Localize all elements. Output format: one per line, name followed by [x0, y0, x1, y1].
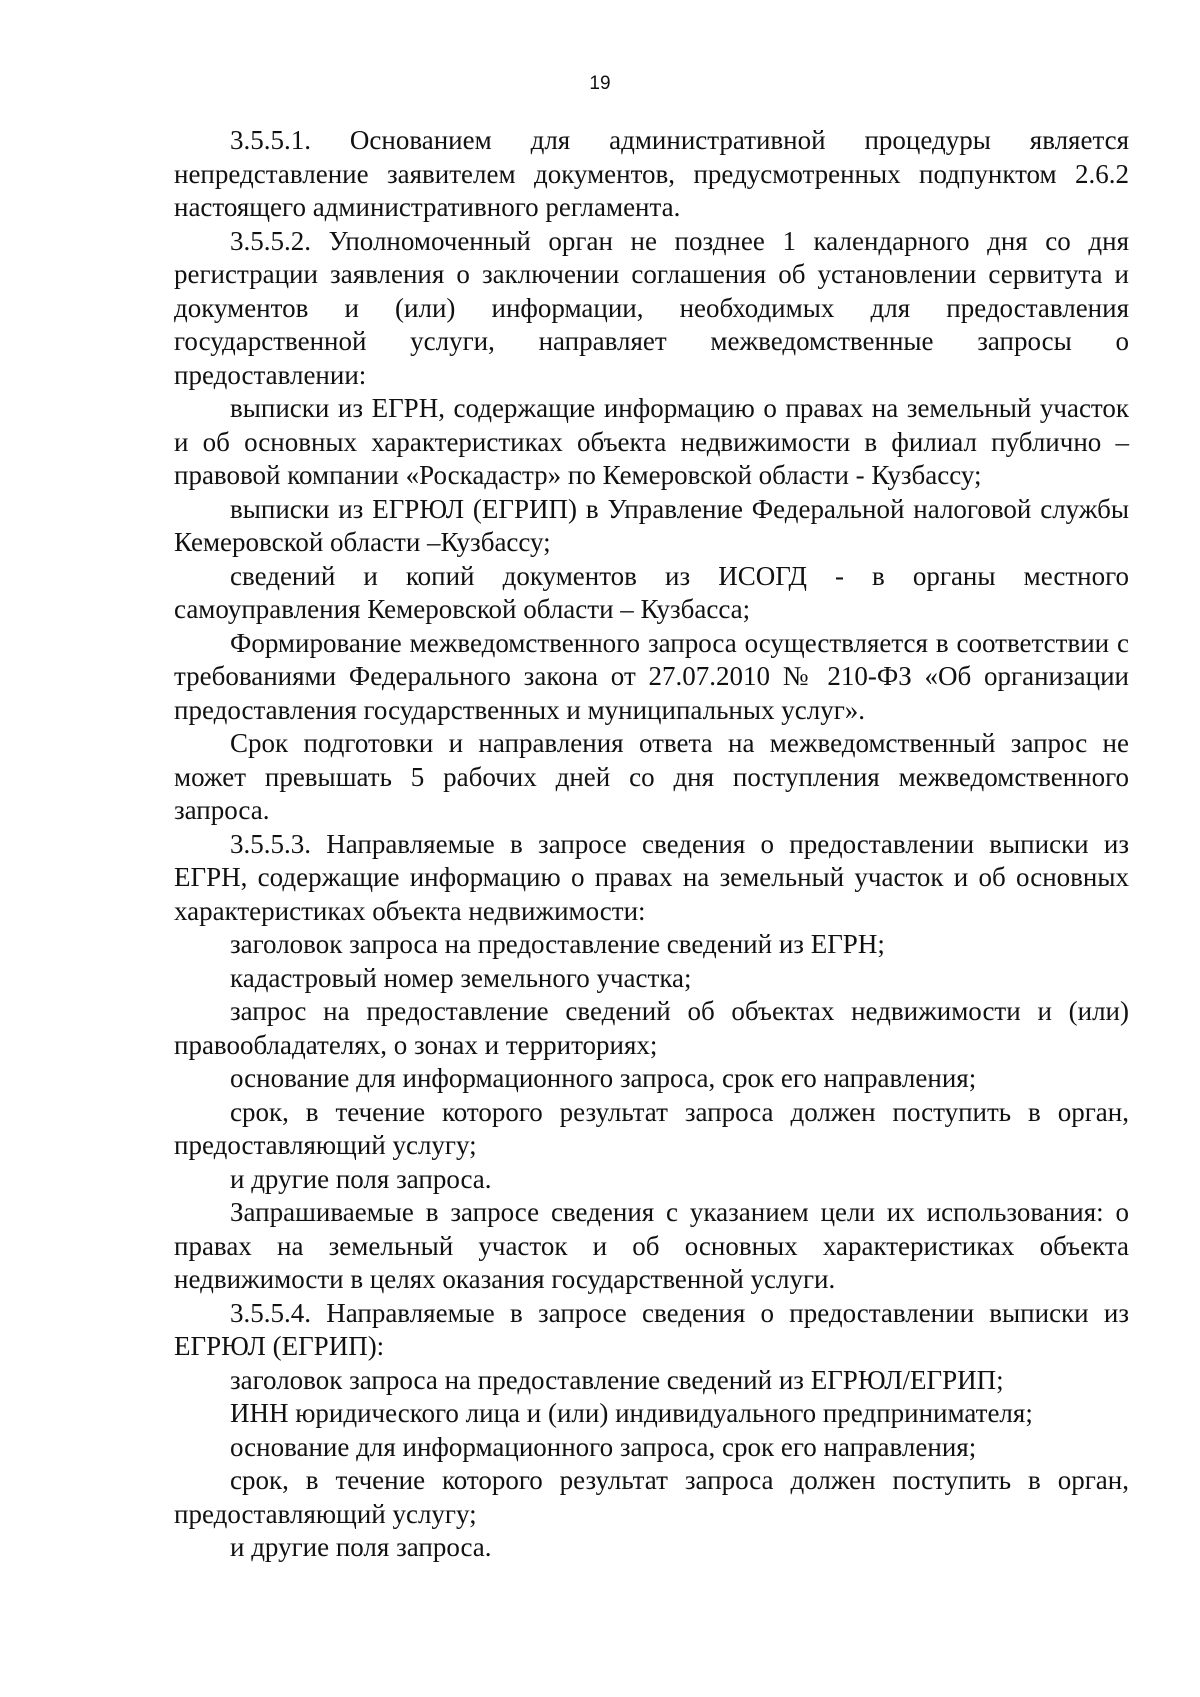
list-item-other-fields-2: и другие поля запроса.: [230, 1532, 492, 1562]
list-item-result-deadline: срок, в течение которого результат запроса должен поступить в орган, предоставляющий услугу;: [174, 1096, 1129, 1160]
list-item-egrul-request-header: заголовок запроса на предоставление сведений из ЕГРЮЛ/ЕГРИП;: [230, 1364, 1004, 1395]
paragraph-requested-info-purpose: Запрашиваемые в запросе сведения с указанием цели их использования: о правах на земельный участок и об основных характеристиках объекта недвижимости в целях оказания государственной услуги.: [174, 1197, 1129, 1294]
list-item-request-basis: основание для информационного запроса, срок его направления;: [230, 1063, 977, 1093]
list-item-result-deadline-2: срок, в течение которого результат запроса должен поступить в орган, предоставляющий услугу;: [174, 1465, 1129, 1529]
paragraph-3-5-5-3: 3.5.5.3. Направляемые в запросе сведения о предоставлении выписки из ЕГРН, содержащие информацию о правах на земельный участок и об основных характеристиках объекта недвижимости:: [174, 828, 1129, 926]
paragraph-request-formation: Формирование межведомственного запроса осуществляется в соответствии с требованиями Федерального закона от 27.07.2010 № 210-ФЗ «Об организации предоставления государственных и муниципальных услуг».: [174, 627, 1129, 725]
page-number: 19: [589, 73, 611, 94]
paragraph-3-5-5-2: 3.5.5.2. Уполномоченный орган не позднее 1 календарного дня со дня регистрации заявления о заключении соглашения об установлении сервитута и документов и (или) информации, необходимых для предоставления государственной услуги, направляет межведомственные запросы о предоставлении:: [174, 225, 1129, 390]
paragraph-3-5-5-4: 3.5.5.4. Направляемые в запросе сведения о предоставлении выписки из ЕГРЮЛ (ЕГРИП):: [174, 1297, 1129, 1361]
paragraph-3-5-5-1: 3.5.5.1. Основанием для административной процедуры является непредставление заявителем документов, предусмотренных подпунктом 2.6.2 настоящего административного регламента.: [174, 125, 1129, 222]
list-item-egrn-extract: выписки из ЕГРН, содержащие информацию о правах на земельный участок и об основных характеристиках объекта недвижимости в филиал публично – правовой компании «Роскадастр» по Кемеровской области - Кузбассу;: [174, 393, 1129, 490]
list-item-cadastral-number: кадастровый номер земельного участка;: [230, 962, 692, 993]
list-item-request-basis-2: основание для информационного запроса, срок его направления;: [230, 1431, 977, 1462]
paragraph-response-deadline: Срок подготовки и направления ответа на межведомственный запрос не может превышать 5 рабочих дней со дня поступления межведомственного запроса.: [174, 728, 1129, 825]
list-item-egrul-extract: выписки из ЕГРЮЛ (ЕГРИП) в Управление Федеральной налоговой службы Кемеровской области –Кузбассу;: [174, 493, 1129, 557]
document-body: [174, 124, 1129, 1565]
list-item-isogd-copies: сведений и копий документов из ИСОГД - в органы местного самоуправления Кемеровской области – Кузбасса;: [174, 560, 1129, 624]
list-item-inn: ИНН юридического лица и (или) индивидуального предпринимателя;: [230, 1398, 1033, 1428]
list-item-property-info-request: запрос на предоставление сведений об объектах недвижимости и (или) правообладателях, о зонах и территориях;: [174, 996, 1129, 1060]
list-item-other-fields: и другие поля запроса.: [230, 1163, 492, 1194]
list-item-egrn-request-header: заголовок запроса на предоставление сведений из ЕГРН;: [230, 929, 885, 959]
